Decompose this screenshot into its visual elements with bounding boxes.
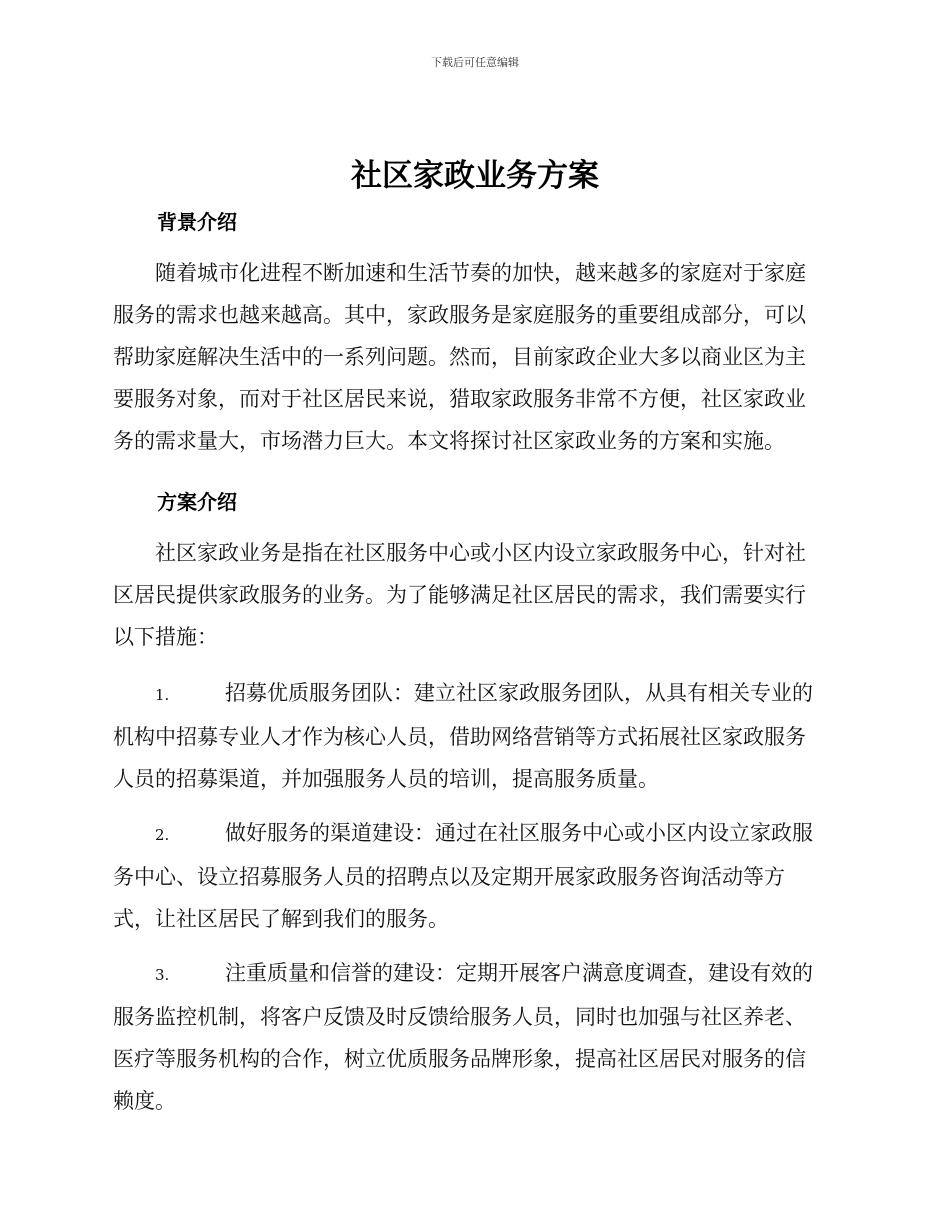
list-item-number: 1.	[155, 686, 170, 704]
list-item-line: 务中心、设立招募服务人员的招聘点以及定期开展家政服务咨询活动等方	[113, 865, 785, 889]
list-item-measure-2	[113, 812, 833, 940]
paragraph-line: 务的需求量大，市场潜力巨大。本文将探讨社区家政业务的方案和实施。	[113, 429, 785, 453]
list-item-line: 做好服务的渠道建设：通过在社区服务中心或小区内设立家政服	[225, 821, 813, 845]
list-item-line: 服务监控机制，将客户反馈及时反馈给服务人员，同时也加强与社区养老、	[113, 1005, 806, 1029]
paragraph-plan-intro	[113, 532, 833, 658]
list-item-line: 赖度。	[113, 1089, 176, 1113]
paragraph-line: 以下措施：	[113, 625, 218, 649]
section-heading-plan: 方案介绍	[157, 490, 237, 514]
paragraph-line: 要服务对象，而对于社区居民来说，猎取家政服务非常不方便，社区家政业	[113, 387, 806, 411]
list-item-line: 注重质量和信誉的建设：定期开展客户满意度调查，建设有效的	[225, 961, 813, 985]
paragraph-line: 随着城市化进程不断加速和生活节奏的加快，越来越多的家庭对于家庭	[155, 261, 806, 285]
page-header-note: 下载后可任意编辑	[431, 56, 519, 69]
list-item-line: 人员的招募渠道，并加强服务人员的培训，提高服务质量。	[113, 767, 659, 791]
paragraph-background	[113, 252, 833, 462]
section-heading-background: 背景介绍	[157, 210, 237, 234]
list-item-line: 机构中招募专业人才作为核心人员，借助网络营销等方式拓展社区家政服务	[113, 725, 806, 749]
list-item-line: 招募优质服务团队：建立社区家政服务团队，从具有相关专业的	[225, 681, 813, 705]
list-item-number: 3.	[155, 966, 170, 984]
list-item-line: 医疗等服务机构的合作，树立优质服务品牌形象，提高社区居民对服务的信	[113, 1047, 806, 1071]
paragraph-line: 帮助家庭解决生活中的一系列问题。然而，目前家政企业大多以商业区为主	[113, 345, 806, 369]
list-item-line: 式，让社区居民了解到我们的服务。	[113, 907, 449, 931]
list-item-measure-1	[113, 672, 833, 800]
document-title: 社区家政业务方案	[351, 158, 599, 194]
list-item-measure-3	[113, 952, 833, 1122]
list-item-number: 2.	[155, 826, 170, 844]
paragraph-line: 社区家政业务是指在社区服务中心或小区内设立家政服务中心，针对社	[155, 541, 806, 565]
paragraph-line: 服务的需求也越来越高。其中，家政服务是家庭服务的重要组成部分，可以	[113, 303, 806, 327]
paragraph-line: 区居民提供家政服务的业务。为了能够满足社区居民的需求，我们需要实行	[113, 583, 806, 607]
